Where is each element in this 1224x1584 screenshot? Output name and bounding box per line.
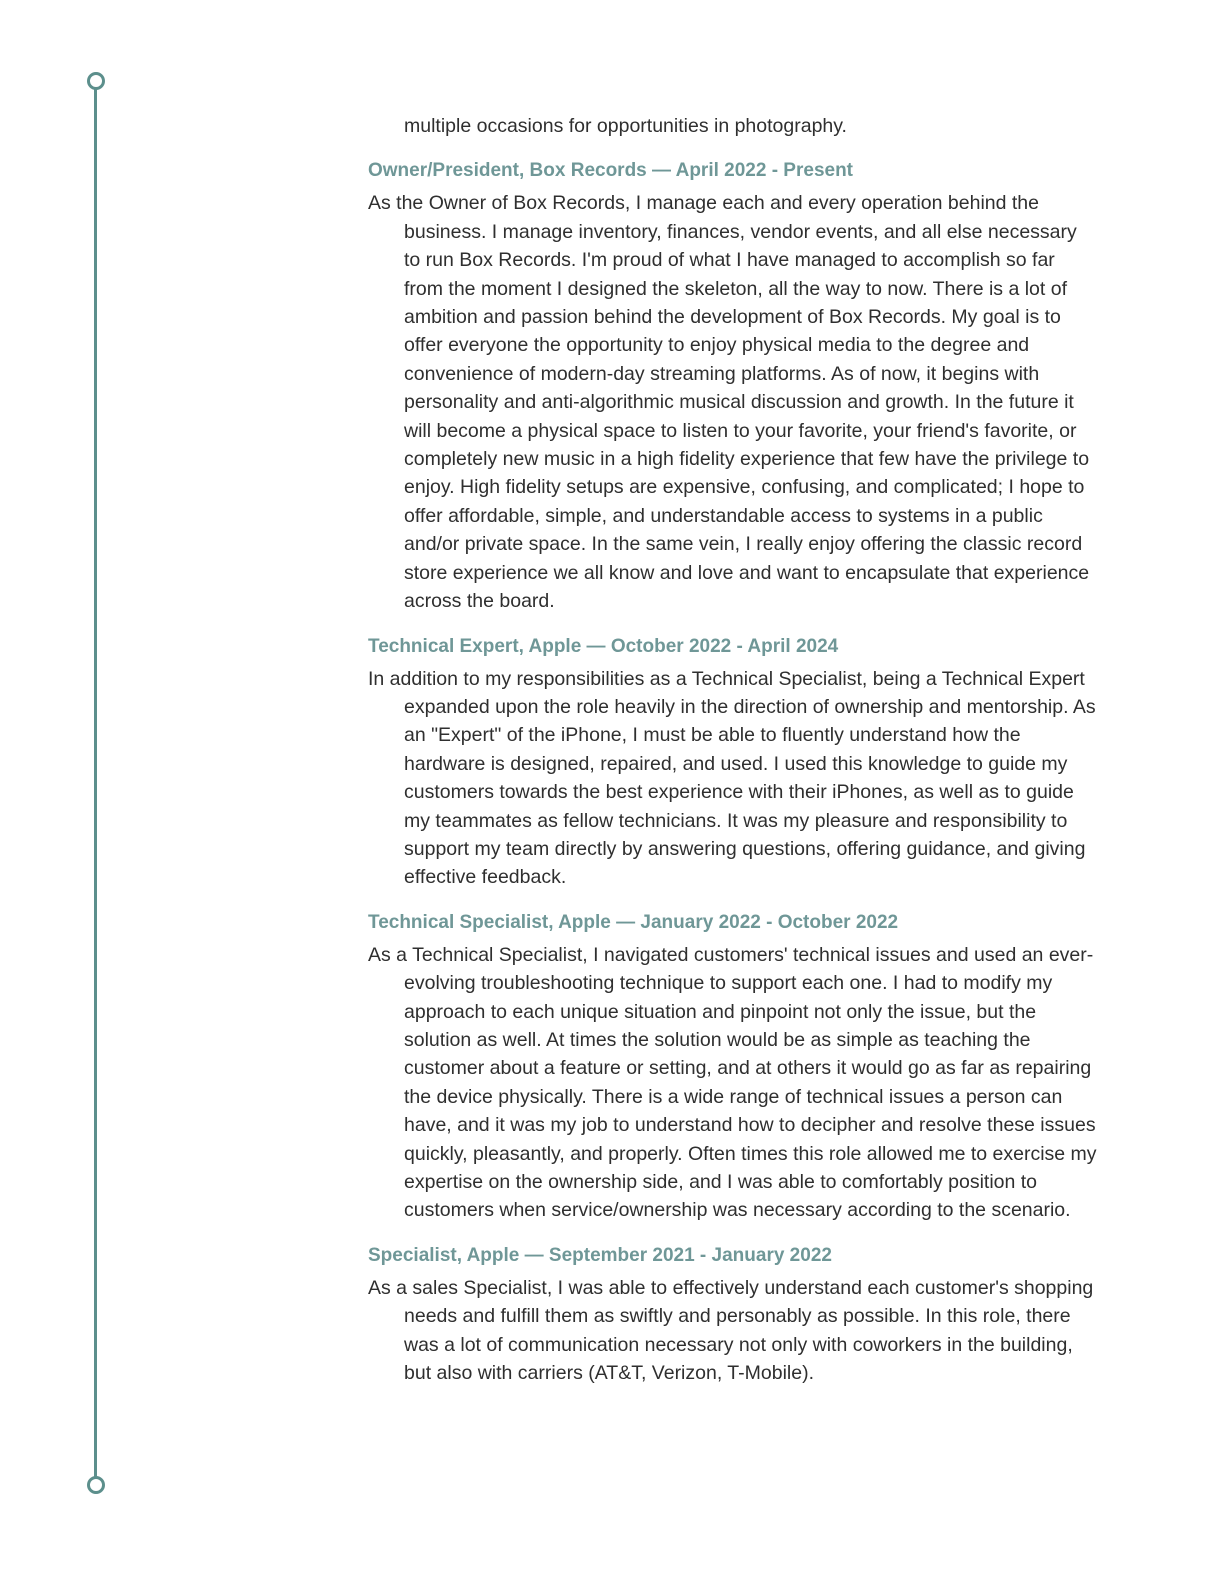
experience-entry-box-records	[368, 157, 1098, 615]
experience-entry-specialist	[368, 1242, 1098, 1388]
entry-description: As a sales Specialist, I was able to effectively understand each customer's shopping needs and fulfill them as swiftly and personably as possible. In this role, there was a lot of communication necessary not only with coworkers in the building, but also with carriers (AT&T, Verizon, T-Mobile).	[368, 1276, 1094, 1385]
experience-section	[368, 112, 1098, 1387]
entry-title: Owner/President, Box Records — April 2022 - Present	[368, 160, 854, 182]
entry-description: As the Owner of Box Records, I manage each and every operation behind the business. I manage inventory, finances, vendor events, and all else necessary to run Box Records. I'm proud of what I have managed to accomplish so far from the moment I designed the skeleton, all the way to now. There is a lot of ambition and passion behind the development of Box Records. My goal is to offer everyone the opportunity to enjoy physical media to the degree and convenience of modern-day streaming platforms. As of now, it begins with personality and anti-algorithmic musical discussion and growth. In the future it will become a physical space to listen to your favorite, your friend's favorite, or completely new music in a high fidelity experience that few have the privilege to enjoy. High fidelity setups are expensive, confusing, and complicated; I hope to offer affordable, simple, and understandable access to systems in a public and/or private space. In the same vein, I really enjoy offering the classic record store experience we all know and love and want to encapsulate that experience across the board.	[368, 192, 1090, 613]
timeline-decoration	[84, 70, 108, 1498]
entry-title: Technical Specialist, Apple — January 2022 - October 2022	[368, 911, 899, 933]
entry-description: As a Technical Specialist, I navigated customers' technical issues and used an ever-evolving troubleshooting technique to support each one. I had to modify my approach to each unique situation and pinpoint not only the issue, but the solution as well. At times the solution would be as simple as teaching the customer about a feature or setting, and at others it would go as far as repairing the device physically. There is a wide range of technical issues a person can have, and it was my job to understand how to decipher and resolve these issues quickly, pleasantly, and properly. Often times this role allowed me to exercise my expertise on the ownership side, and I was able to comfortably position to customers when service/ownership was necessary according to the scenario.	[368, 943, 1097, 1222]
intro-continuation: multiple occasions for opportunities in photography.	[404, 115, 847, 137]
experience-entry-technical-specialist	[368, 909, 1098, 1225]
experience-entry-technical-expert	[368, 633, 1098, 892]
timeline-line	[94, 88, 97, 1480]
entry-description: In addition to my responsibilities as a Technical Specialist, being a Technical Expert expanded upon the role heavily in the direction of ownership and mentorship. As an "Expert" of the iPhone, I must be able to fluently understand how the hardware is designed, repaired, and used. I used this knowledge to guide my customers towards the best experience with their iPhones, as well as to guide my teammates as fellow technicians. It was my pleasure and responsibility to support my team directly by answering questions, offering guidance, and giving effective feedback.	[368, 667, 1096, 889]
entry-title: Technical Expert, Apple — October 2022 - April 2024	[368, 635, 839, 657]
entry-title: Specialist, Apple — September 2021 - January 2022	[368, 1244, 832, 1266]
timeline-bottom-dot	[87, 1476, 105, 1494]
